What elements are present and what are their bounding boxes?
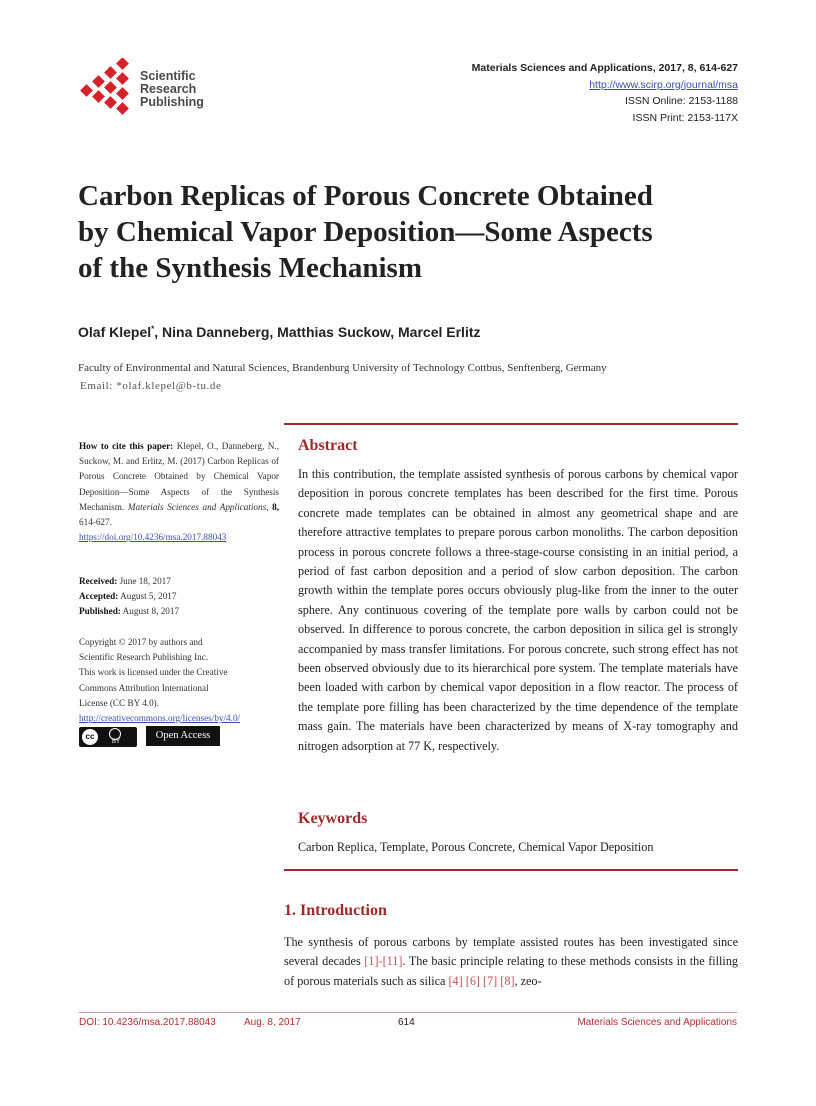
footer-journal: Materials Sciences and Applications <box>577 1017 737 1028</box>
license-line: Commons Attribution International <box>79 682 209 693</box>
cite-text: Klepel, O., Danneberg, N., Suckow, M. and Erlitz, M. (2017) Carbon Replicas of Porous Concrete Obtained by Chemical Vapor Deposition—Some Aspects of the Synthesis Mechanism. <box>79 441 279 512</box>
cite-journal: Materials Sciences and Applications, <box>127 501 269 512</box>
citation-sep: - <box>378 954 383 969</box>
divider-top <box>284 423 738 425</box>
footer-date: Aug. 8, 2017 <box>244 1017 301 1028</box>
publisher-name-line: Research <box>140 82 197 96</box>
citation-ref[interactable]: [4] <box>448 973 463 988</box>
journal-url-link[interactable]: http://www.scirp.org/journal/msa <box>589 78 738 91</box>
divider-bottom <box>284 869 738 871</box>
intro-text: The synthesis of porous carbons by template assisted routes has been investigated since several decades <box>284 935 738 969</box>
accepted-date: August 5, 2017 <box>120 591 177 602</box>
title-line: of the Synthesis Mechanism <box>78 252 422 284</box>
by-label: BY <box>111 739 120 745</box>
keywords-heading: Keywords <box>298 810 368 827</box>
published-label: Published: <box>79 606 121 617</box>
citation-ref[interactable]: [7] <box>483 973 498 988</box>
dates-block <box>79 574 279 620</box>
citation-ref[interactable]: [8] <box>500 973 515 988</box>
introduction-text <box>284 933 738 991</box>
cc-by-badge[interactable] <box>79 727 137 747</box>
journal-citation: Materials Sciences and Applications, 2017, 8, 614-627 <box>471 62 738 74</box>
footer-rule <box>79 1012 737 1013</box>
journal-header <box>472 60 738 126</box>
title-line: by Chemical Vapor Deposition—Some Aspects <box>78 216 653 248</box>
license-line: License (CC BY 4.0). <box>79 697 160 708</box>
received-date: June 18, 2017 <box>119 576 171 586</box>
copyright-line: Copyright © 2017 by authors and <box>79 637 203 647</box>
citation-ref[interactable]: [1] <box>364 954 379 969</box>
corresponding-mark: * <box>151 324 155 334</box>
keywords-text: Carbon Replica, Template, Porous Concrete, Chemical Vapor Deposition <box>298 840 654 854</box>
introduction-heading: 1. Introduction <box>284 902 387 919</box>
author-first: Olaf Klepel <box>78 324 152 340</box>
published-date: August 8, 2017 <box>122 606 180 617</box>
citation-ref[interactable]: [11] <box>382 954 403 969</box>
cc-icon: cc <box>82 729 98 745</box>
email-line: Email: *olaf.klepel@b-tu.de <box>80 380 222 392</box>
doi-link[interactable]: https://doi.org/10.4236/msa.2017.88043 <box>79 532 227 543</box>
open-access-badge[interactable]: Open Access <box>146 726 220 746</box>
license-link[interactable]: http://creativecommons.org/licenses/by/4.0/ <box>79 713 241 724</box>
license-block <box>79 635 279 726</box>
intro-text: , zeo- <box>514 973 542 988</box>
copyright-line: Scientific Research Publishing Inc. <box>79 652 209 663</box>
footer-doi: DOI: 10.4236/msa.2017.88043 <box>79 1017 216 1028</box>
license-line: This work is licensed under the Creative <box>79 667 228 678</box>
publisher-name <box>140 70 204 109</box>
cite-volume: 8, <box>272 501 280 512</box>
affiliation: Faculty of Environmental and Natural Sciences, Brandenburg University of Technology Cottbus, Senftenberg, Germany <box>78 362 607 374</box>
accepted-label: Accepted: <box>79 591 119 602</box>
issn-online: ISSN Online: 2153-1188 <box>624 95 738 107</box>
citation-block <box>79 439 279 545</box>
intro-text: . The basic principle relating to these methods consists in the filling of porous materials such as silica <box>284 954 739 988</box>
cite-pages: 614-627. <box>79 517 112 528</box>
publisher-name-line: Publishing <box>140 95 204 109</box>
cite-label: How to cite this paper: <box>79 441 174 451</box>
author-rest: , Nina Danneberg, Matthias Suckow, Marcel Erlitz <box>154 324 481 340</box>
abstract-heading: Abstract <box>298 437 358 454</box>
paper-title <box>78 178 748 286</box>
received-label: Received: <box>79 576 118 586</box>
page-number: 614 <box>398 1017 415 1028</box>
citation-ref[interactable]: [6] <box>465 973 480 988</box>
abstract-text: In this contribution, the template assisted synthesis of porous carbons by chemical vapor deposition in porous concrete templates has been described for the first time. Porous concrete made templates can be obtained in almost any geometrical shape and are therefore attractive templates to prepare porous carbon monoliths. The carbon deposition process in porous concrete follows a three-stage-course consisting in an initial period, a period of fast carbon deposition and a period of slow carbon deposition. The carbon growth within the template pores occurs obviously plug-like from the inner to the outer sphere. Any continuous covering of the template pore walls by carbon could not be observed. In difference to porous concrete, the carbon deposition in silica gel is strongly accompanied by mass transfer limitations. For porous concrete, such strong effect has not been observed obviously due to its hierarchical pore system. The template materials have been loaded with carbon by chemical vapor deposition in a flow reactor. The process of the template pore filling has been characterized by the time dependence of the template mass gain. The materials have been characterized by means of X-ray tomography and nitrogen adsorption at 77 K, respectively. <box>298 467 738 753</box>
title-line: Carbon Replicas of Porous Concrete Obtained <box>78 180 653 212</box>
logo-diamonds <box>80 58 129 115</box>
issn-print: ISSN Print: 2153-117X <box>632 111 738 124</box>
publisher-name-line: Scientific <box>140 69 196 83</box>
author-list <box>78 324 481 340</box>
